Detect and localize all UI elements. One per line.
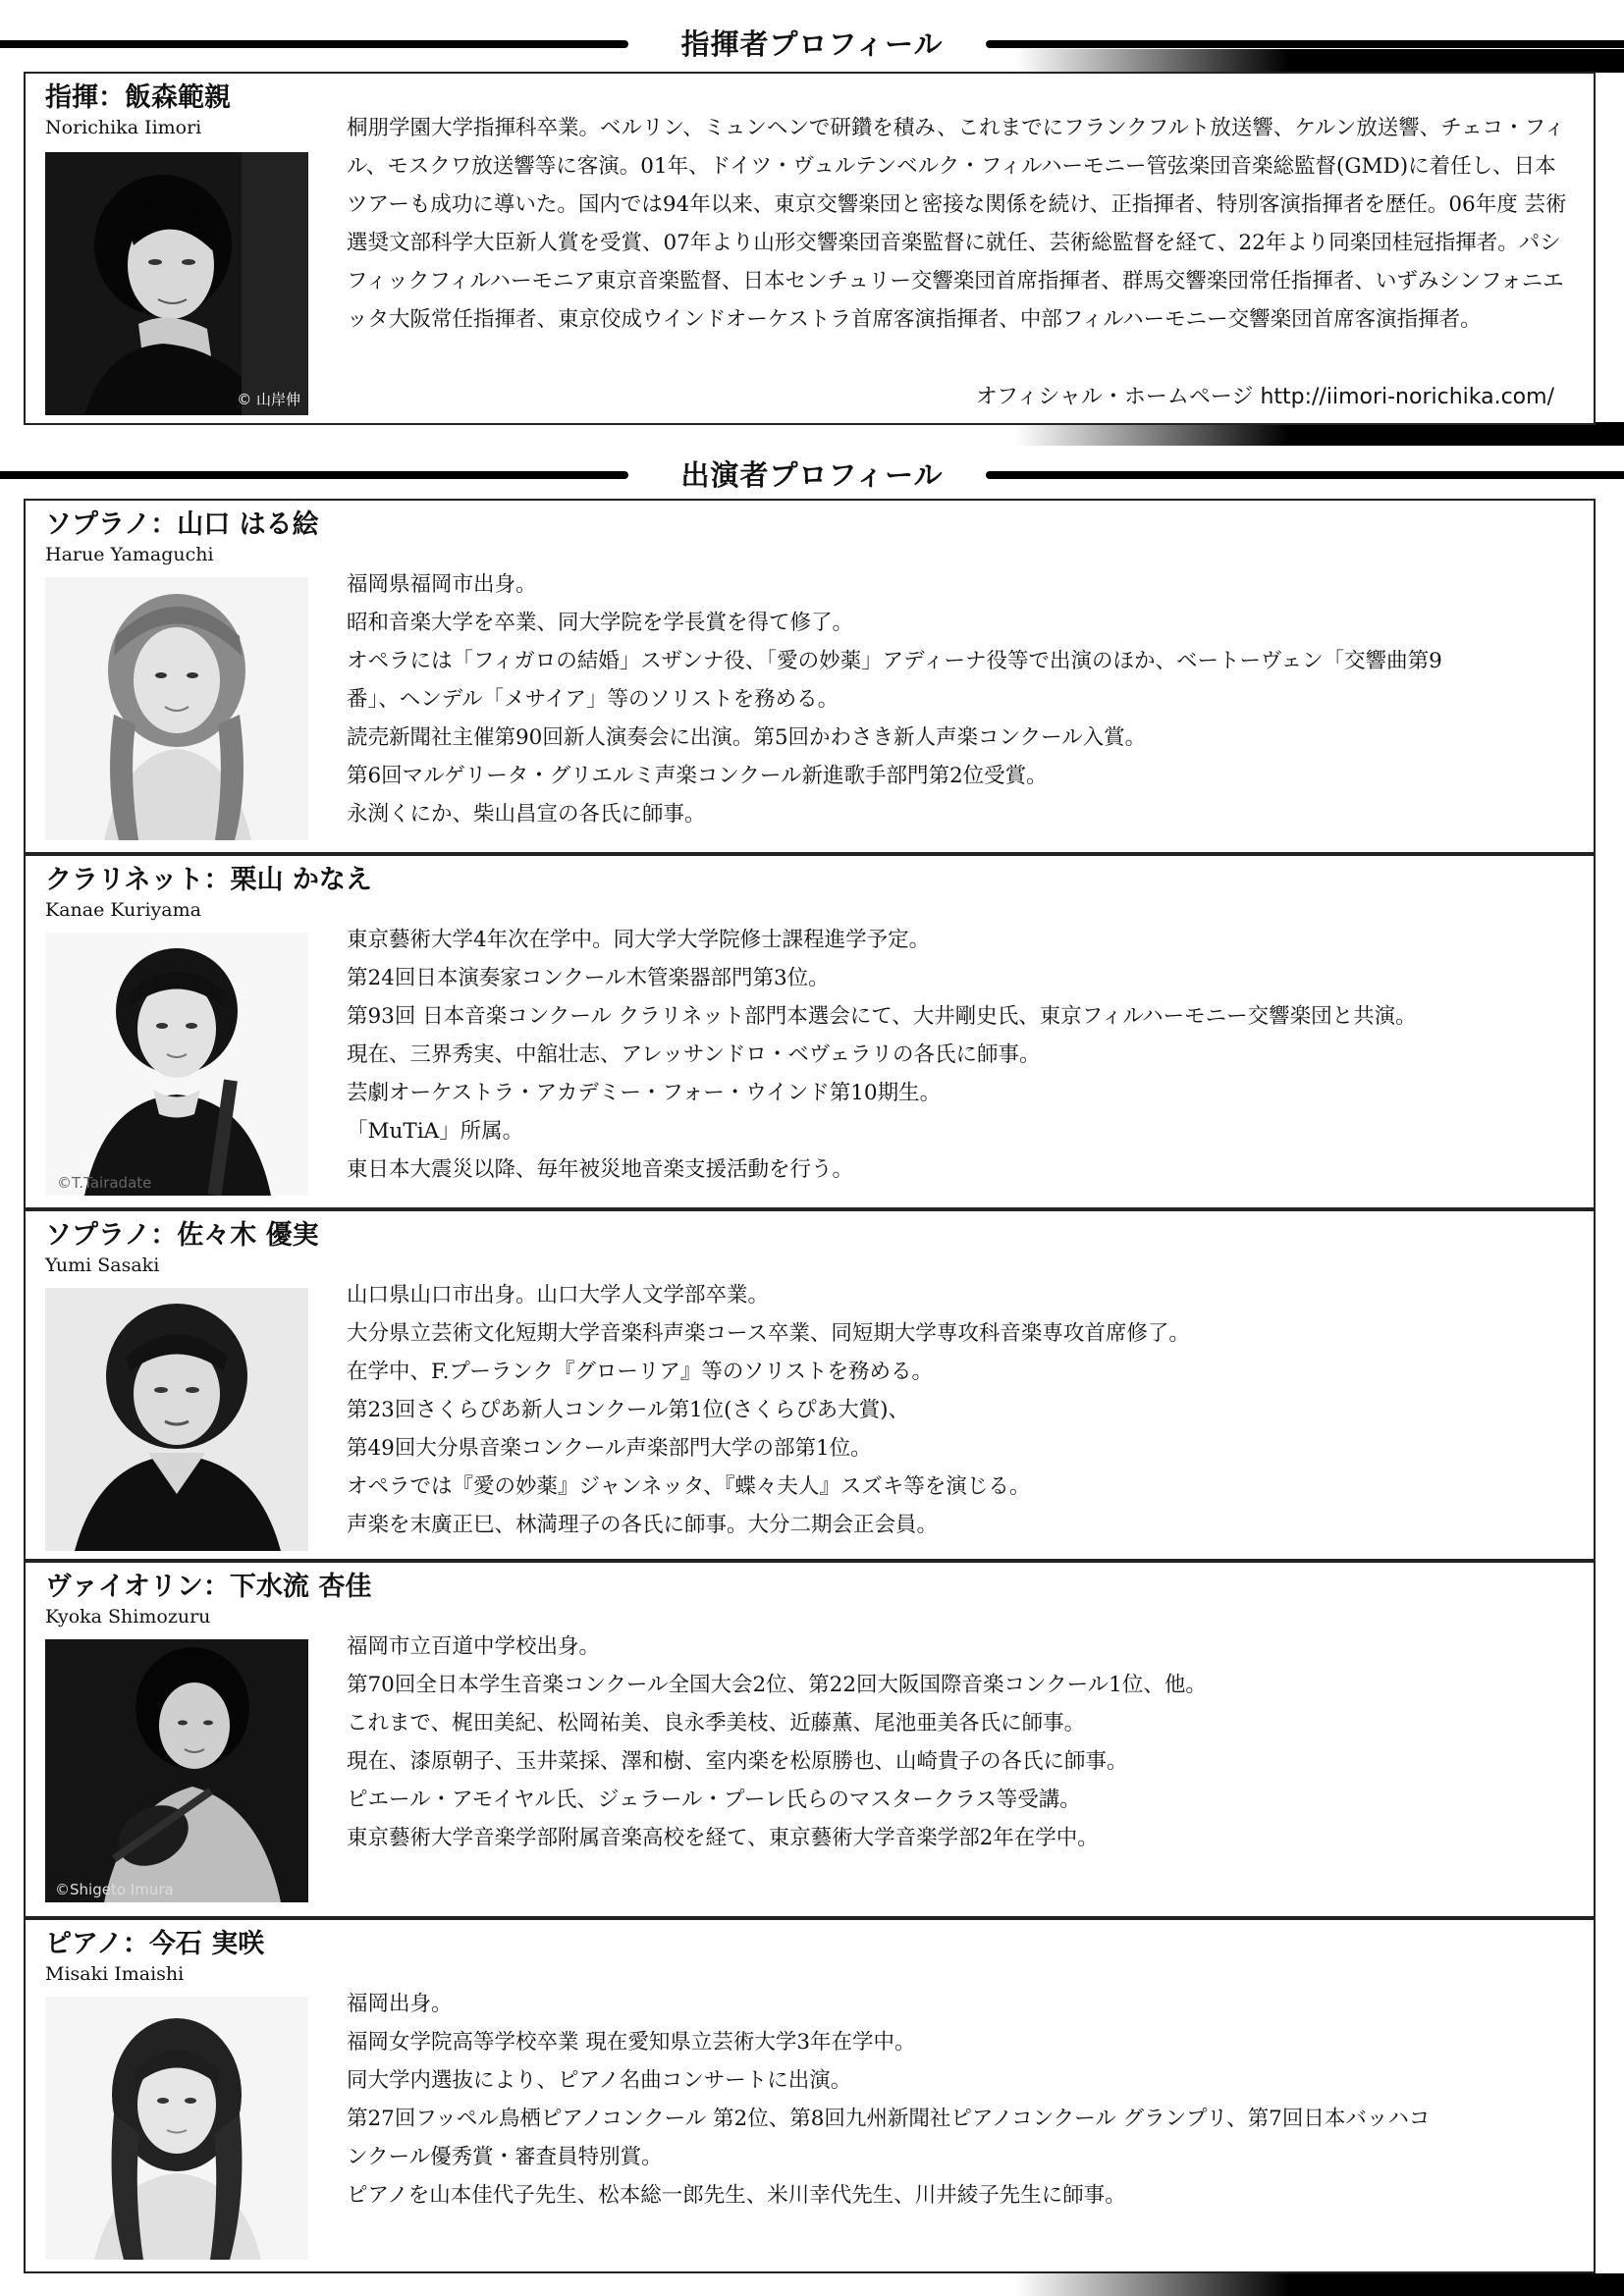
section-title: 出演者プロフィール: [0, 458, 1624, 492]
performer-romaji: Kyoka Shimozuru: [45, 1606, 211, 1628]
corner-gradient: [1015, 2273, 1624, 2296]
performer-bio: [347, 1985, 1572, 2215]
conductor-card: [24, 72, 1596, 425]
bio-line: 現在、三界秀実、中舘壮志、アレッサンドロ・ベヴェラリの各氏に師事。: [347, 1042, 1041, 1067]
bio-line: 芸劇オーケストラ・アカデミー・フォー・ウインド第10期生。: [347, 1081, 942, 1105]
performer-bio: [347, 1276, 1572, 1544]
corner-gradient: [1015, 422, 1624, 446]
bio-line: 山口県山口市出身。山口大学人文学部卒業。: [347, 1283, 770, 1308]
section-title: 指揮者プロフィール: [0, 27, 1624, 61]
performer-name: ピアノ：今石 実咲: [45, 1929, 265, 1959]
bio-line: 第6回マルゲリータ・グリエルミ声楽コンクール新進歌手部門第2位受賞。: [347, 764, 1048, 788]
bio-line: これまで、梶田美紀、松岡祐美、良永季美枝、近藤薫、尾池亜美各氏に師事。: [347, 1711, 1086, 1735]
bio-line: 同大学内選抜により、ピアノ名曲コンサートに出演。: [347, 2068, 852, 2093]
bio-line: 第93回 日本音楽コンクール クラリネット部門本選会にて、大井剛史氏、東京フィルハーモニー交響楽団と共演。: [347, 1004, 1417, 1029]
bio-line: 第49回大分県音楽コンクール声楽部門大学の部第1位。: [347, 1436, 872, 1461]
bio-line: 大分県立芸術文化短期大学音楽科声楽コース卒業、同短期大学専攻科音楽専攻首席修了。: [347, 1321, 1190, 1346]
bio-line: 福岡女学院高等学校卒業 現在愛知県立芸術大学3年在学中。: [347, 2030, 916, 2055]
performer-card: [24, 854, 1596, 1209]
performer-bio: [347, 921, 1572, 1189]
corner-gradient: [1015, 49, 1624, 73]
bio-line: 「MuTiA」所属。: [347, 1119, 524, 1144]
performer-name: ソプラノ：佐々木 優実: [45, 1220, 319, 1251]
performer-photo: [45, 1639, 308, 1902]
bio-line: 第70回全日本学生音楽コンクール全国大会2位、第22回大阪国際音楽コンクール1位、他。: [347, 1673, 1207, 1697]
conductor-photo: [45, 152, 308, 415]
performer-card: [24, 499, 1596, 854]
performer-photo: [45, 577, 308, 840]
bio-line: 声楽を末廣正巳、林満理子の各氏に師事。大分二期会正会員。: [347, 1513, 939, 1537]
performer-name: ヴァイオリン：下水流 杏佳: [45, 1572, 372, 1602]
performer-photo: [45, 1997, 308, 2260]
conductor-name: 指揮：飯森範親: [45, 82, 231, 113]
photo-credit: ©T.Tairadate: [57, 1174, 152, 1192]
bio-line: 東京藝術大学4年次在学中。同大学大学院修士課程進学予定。: [347, 928, 931, 952]
bio-line: ンクール優秀賞・審査員特別賞。: [347, 2145, 663, 2169]
bio-line: 永渕くにか、柴山昌宣の各氏に師事。: [347, 802, 706, 827]
bio-paragraph: 桐朋学園大学指揮科卒業。ベルリン、ミュンヘンで研鑽を積み、これまでにフランクフルト放送響、ケルン放送響、チェコ・フィル、モスクワ放送響等に客演。01年、ドイツ・ヴュルテンベルク・フィルハーモニー管弦楽団音楽総監督(GMD)に着任し、日本ツアーも成功に導いた。国内では94年以来、東京交響楽団と密接な関係を続け、正指揮者、特別客演指揮者を歴任。06年度 芸術選奨文部科学大臣新人賞を受賞、07年より山形交響楽団音楽監督に就任、芸術総監督を経て、22年より同楽団桂冠指揮者。パシフィックフィルハーモニア東京音楽監督、日本センチュリー交響楽団首席指揮者、群馬交響楽団常任指揮者、いずみシンフォニエッタ大阪常任指揮者、東京佼成ウインドオーケストラ首席客演指揮者、中部フィルハーモニー交響楽団首席客演指揮者。: [347, 116, 1567, 332]
bio-line: オペラでは『愛の妙薬』ジャンネッタ、『蝶々夫人』スズキ等を演じる。: [347, 1474, 1031, 1499]
bio-line: 福岡県福岡市出身。: [347, 572, 537, 597]
performer-romaji: Harue Yamaguchi: [45, 544, 214, 565]
bio-line: 福岡市立百道中学校出身。: [347, 1634, 601, 1659]
bio-line: 在学中、F.プーランク『グローリア』等のソリストを務める。: [347, 1360, 933, 1384]
bio-line: 番」、ヘンデル「メサイア」等のソリストを務める。: [347, 687, 839, 712]
performer-photo: [45, 933, 308, 1196]
bio-line: 東日本大震災以降、毎年被災地音楽支援活動を行う。: [347, 1157, 854, 1182]
bio-line: 第24回日本演奏家コンクール木管楽器部門第3位。: [347, 966, 830, 990]
bio-line: 福岡出身。: [347, 1992, 453, 2016]
bio-line: 第23回さくらぴあ新人コンクール第1位(さくらぴあ大賞)、: [347, 1398, 909, 1422]
performer-bio: [347, 1628, 1572, 1857]
performer-card: [24, 1918, 1596, 2273]
performer-name: クラリネット：栗山 かなえ: [45, 865, 372, 895]
performer-romaji: Yumi Sasaki: [45, 1255, 160, 1276]
bio-line: 昭和音楽大学を卒業、同大学院を学長賞を得て修了。: [347, 611, 854, 635]
homepage-link[interactable]: オフィシャル・ホームページ http://iimori-norichika.com/: [975, 385, 1554, 409]
performer-bio: [347, 565, 1572, 833]
bio-line: 現在、漆原朝子、玉井菜採、澤和樹、室内楽を松原勝也、山崎貴子の各氏に師事。: [347, 1749, 1128, 1774]
bio-line: 東京藝術大学音楽学部附属音楽高校を経て、東京藝術大学音楽学部2年在学中。: [347, 1826, 1099, 1850]
conductor-romaji: Norichika Iimori: [45, 117, 202, 138]
photo-credit: © 山岸伸: [237, 391, 300, 408]
bio-line: 第27回フッペル鳥栖ピアノコンクール 第2位、第8回九州新聞社ピアノコンクール グランプリ、第7回日本バッハコ: [347, 2107, 1431, 2131]
performer-romaji: Misaki Imaishi: [45, 1963, 185, 1985]
bio-line: ピアノを山本佳代子先生、松本総一郎先生、米川幸代先生、川井綾子先生に師事。: [347, 2183, 1126, 2208]
bio-line: ピエール・アモイヤル氏、ジェラール・プーレ氏らのマスタークラス等受講。: [347, 1788, 1081, 1812]
conductor-bio: [347, 109, 1570, 339]
performer-section-header: [0, 458, 1624, 492]
performer-photo: [45, 1288, 308, 1551]
performer-name: ソプラノ：山口 はる絵: [45, 509, 319, 540]
bio-line: 読売新聞社主催第90回新人演奏会に出演。第5回かわさき新人声楽コンクール入賞。: [347, 725, 1147, 750]
bio-line: オペラには「フィガロの結婚」スザンナ役、「愛の妙薬」アディーナ役等で出演のほか、ベートーヴェン「交響曲第9: [347, 649, 1442, 673]
photo-credit: ©Shigeto Imura: [55, 1881, 174, 1898]
performer-card: [24, 1209, 1596, 1561]
performer-card: [24, 1561, 1596, 1918]
performer-romaji: Kanae Kuriyama: [45, 899, 201, 921]
